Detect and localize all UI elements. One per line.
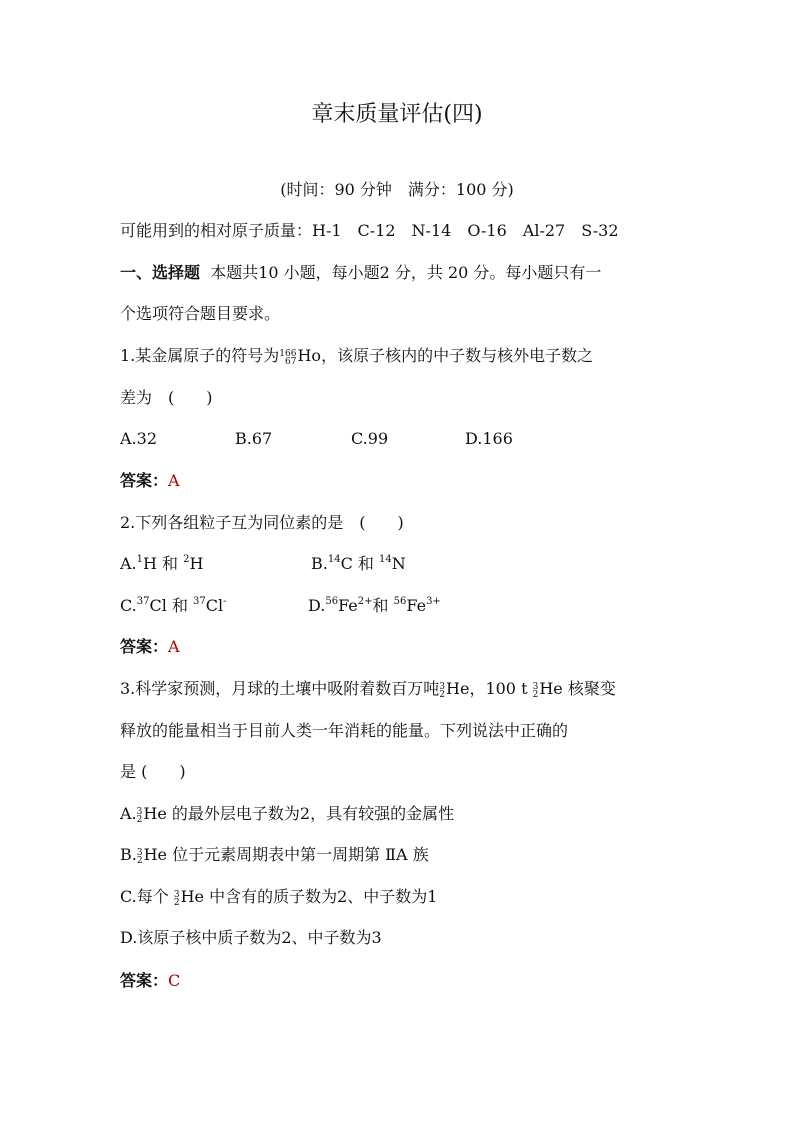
- question-1-stem-2: 差为 ( ): [120, 388, 213, 407]
- question-3-answer: 答案：C: [120, 971, 181, 990]
- option-b: B. 3 2 He 位于元素周期表中第一周期第 ⅡA 族: [120, 845, 429, 866]
- question-3-stem-2: 释放的能量相当于目前人类一年消耗的能量。下列说法中正确的: [120, 721, 569, 740]
- isotope-notation: 3 2: [136, 848, 143, 866]
- answer-value: C: [168, 971, 181, 990]
- question-1-options: [120, 429, 513, 449]
- section-intro-text-1: 本题共10 小题，每小题2 分，共 20 分。每小题只有一: [210, 263, 602, 282]
- answer-value: A: [168, 637, 180, 656]
- isotope-notation: 166 67: [279, 349, 297, 367]
- exam-time-info: (时间：90 分钟 满分：100 分): [280, 180, 514, 199]
- option-d: $D.^{56}Fe^{2+}$和 $^{56}Fe^{3+}$: [308, 596, 441, 615]
- option-c: C.$^{37}$Cl 和 $^{37}$Cl-: [120, 596, 227, 615]
- isotope-notation: 3 2: [532, 682, 539, 700]
- isotope-notation: 3 2: [439, 682, 446, 700]
- page-title: 章末质量评估(四): [311, 102, 483, 127]
- question-2-options-ab: [120, 554, 406, 574]
- option-b: B.$^{14}$C 和 $^{14}$N: [311, 554, 406, 573]
- option-a: A.32: [120, 429, 157, 448]
- question-3-stem: 3.科学家预测，月球的土壤中吸附着数百万吨 3 2 He，100 t 3 2 He 核聚变: [120, 679, 616, 700]
- option-d: D.该原子核中质子数为2、中子数为3: [120, 928, 382, 947]
- option-a: A.$^1$H 和 $^2$H: [120, 554, 204, 573]
- section-intro: [120, 263, 601, 283]
- question-2-answer: 答案：A: [120, 637, 180, 656]
- question-2-stem: 2.下列各组粒子互为同位素的是 ( ): [120, 513, 404, 532]
- question-2-options-cd: [120, 596, 441, 616]
- question-1-stem: 1.某金属原子的符号为 166 67 Ho，该原子核内的中子数与核外电子数之: [120, 346, 594, 367]
- question-3-stem-3: 是 ( ): [120, 762, 186, 781]
- option-d: D.166: [465, 429, 513, 448]
- option-c: C.每个 3 2 He 中含有的质子数为2、中子数为1: [120, 887, 438, 908]
- option-a: A. 3 2 He 的最外层电子数为2，具有较强的金属性: [120, 804, 455, 825]
- option-c: C.99: [351, 429, 389, 448]
- question-1-answer: 答案：A: [120, 471, 180, 490]
- option-b: B.67: [235, 429, 273, 448]
- isotope-notation: 3 2: [173, 890, 180, 908]
- atomic-masses: 可能用到的相对原子质量：H-1 C-12 N-14 O-16 Al-27 S-32: [120, 221, 619, 240]
- answer-value: A: [168, 471, 180, 490]
- isotope-notation: 3 2: [136, 807, 143, 825]
- section-intro-text-2: 个选项符合题目要求。: [120, 304, 281, 323]
- section-heading: 一、选择题: [120, 263, 201, 282]
